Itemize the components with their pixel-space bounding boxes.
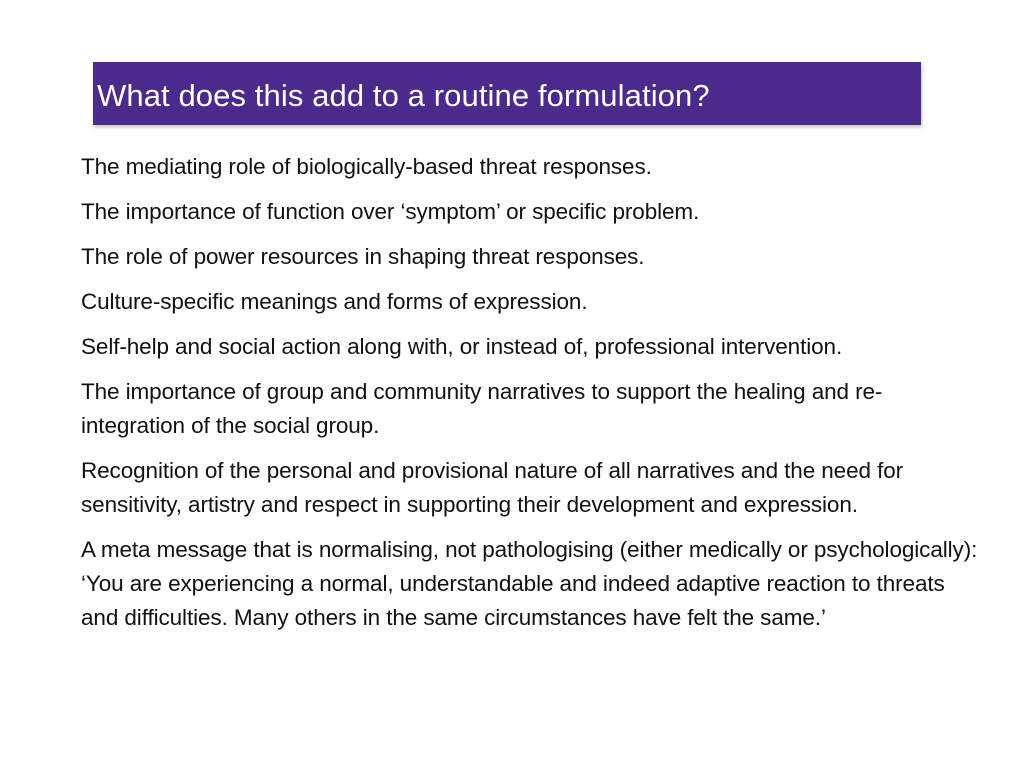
- title-banner: [93, 62, 921, 125]
- paragraph: A meta message that is normalising, not pathologising (either medically or psychologically): ‘You are experiencing a normal, understandable and indeed adaptive reaction to threats and difficulties. Many others in the same circumstances have felt the same.’: [81, 537, 978, 630]
- slide-title: What does this add to a routine formulation?: [97, 77, 710, 113]
- paragraph: Self-help and social action along with, or instead of, professional intervention.: [81, 334, 843, 359]
- paragraph: The role of power resources in shaping threat responses.: [81, 244, 645, 269]
- paragraph: Culture-specific meanings and forms of expression.: [81, 289, 588, 314]
- slide-body: [81, 150, 981, 646]
- paragraph: Recognition of the personal and provisional nature of all narratives and the need for sensitivity, artistry and respect in supporting their development and expression.: [81, 458, 904, 517]
- paragraph: The importance of group and community narratives to support the healing and re-integration of the social group.: [81, 379, 883, 438]
- paragraph: The importance of function over ‘symptom’ or specific problem.: [81, 199, 700, 224]
- paragraph: The mediating role of biologically-based threat responses.: [81, 154, 652, 179]
